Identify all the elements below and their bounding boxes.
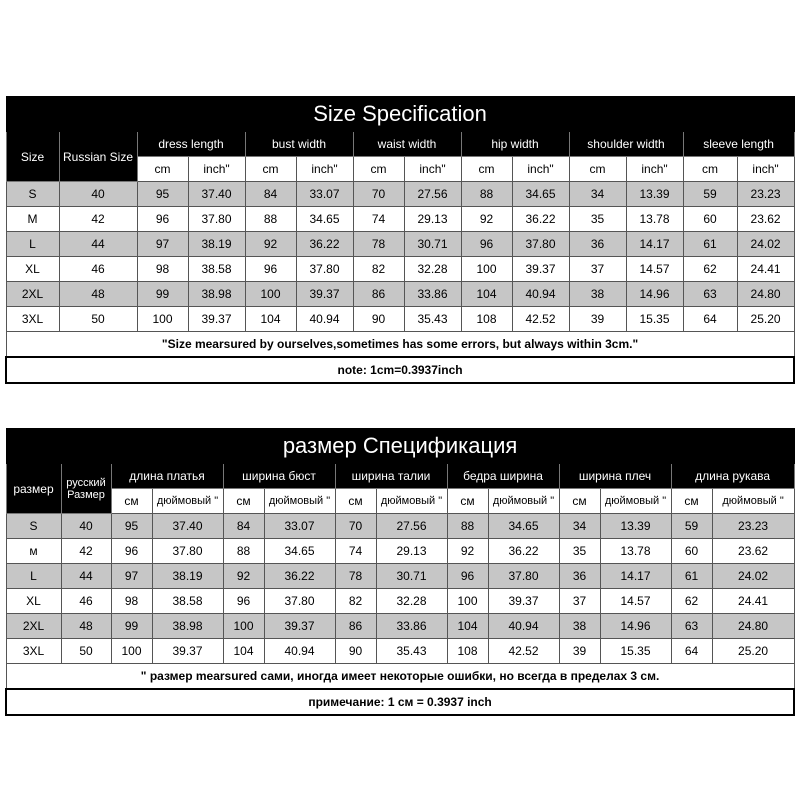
column-header: waist width: [353, 132, 461, 157]
conversion-note: примечание: 1 см = 0.3937 inch: [6, 689, 794, 715]
value-cell: 96: [223, 589, 264, 614]
value-cell: 34.65: [296, 207, 353, 232]
value-cell: 40.94: [264, 639, 335, 664]
table-row: [6, 514, 794, 539]
value-cell: 24.41: [712, 589, 794, 614]
value-cell: 32.28: [376, 589, 447, 614]
value-cell: 104: [245, 307, 296, 332]
size-cell: S: [6, 514, 61, 539]
value-cell: 23.62: [712, 539, 794, 564]
column-header: ширина талии: [335, 464, 447, 489]
value-cell: 13.39: [600, 514, 671, 539]
size-cell: м: [6, 539, 61, 564]
unit-label: см: [671, 489, 712, 514]
value-cell: 39: [559, 639, 600, 664]
value-cell: 23.23: [737, 182, 794, 207]
table-row: [6, 282, 794, 307]
unit-label: дюймовый ": [152, 489, 223, 514]
size-cell: 3XL: [6, 307, 59, 332]
column-header: ширина бюст: [223, 464, 335, 489]
value-cell: 25.20: [712, 639, 794, 664]
value-cell: 39.37: [296, 282, 353, 307]
unit-label: дюймовый ": [376, 489, 447, 514]
unit-label: inch": [626, 157, 683, 182]
size-spec-table-russian: [5, 428, 793, 716]
value-cell: 97: [137, 232, 188, 257]
value-cell: 63: [683, 282, 737, 307]
table-row: [6, 232, 794, 257]
value-cell: 15.35: [626, 307, 683, 332]
value-cell: 108: [447, 639, 488, 664]
value-cell: 63: [671, 614, 712, 639]
column-header: shoulder width: [569, 132, 683, 157]
column-header: dress length: [137, 132, 245, 157]
unit-label: см: [559, 489, 600, 514]
unit-label: cm: [569, 157, 626, 182]
column-header: Size: [6, 132, 59, 182]
size-cell: XL: [6, 589, 61, 614]
table-row: [6, 639, 794, 664]
unit-label: см: [335, 489, 376, 514]
value-cell: 96: [447, 564, 488, 589]
size-cell: 2XL: [6, 614, 61, 639]
size-cell: 3XL: [6, 639, 61, 664]
value-cell: 24.80: [712, 614, 794, 639]
value-cell: 70: [353, 182, 404, 207]
value-cell: 78: [335, 564, 376, 589]
value-cell: 37.40: [152, 514, 223, 539]
unit-label: дюймовый ": [264, 489, 335, 514]
column-header: бедра ширина: [447, 464, 559, 489]
value-cell: 14.17: [600, 564, 671, 589]
value-cell: 39.37: [188, 307, 245, 332]
value-cell: 90: [353, 307, 404, 332]
value-cell: 88: [461, 182, 512, 207]
value-cell: 61: [683, 232, 737, 257]
column-header: hip width: [461, 132, 569, 157]
value-cell: 104: [447, 614, 488, 639]
measurement-note: "Size mearsured by ourselves,sometimes has some errors, but always within 3cm.": [6, 332, 794, 358]
value-cell: 39.37: [264, 614, 335, 639]
unit-label: см: [111, 489, 152, 514]
value-cell: 44: [61, 564, 111, 589]
value-cell: 33.86: [404, 282, 461, 307]
conversion-note: note: 1cm=0.3937inch: [6, 357, 794, 383]
value-cell: 37.80: [188, 207, 245, 232]
unit-label: дюймовый ": [600, 489, 671, 514]
value-cell: 14.57: [600, 589, 671, 614]
value-cell: 34.65: [488, 514, 559, 539]
value-cell: 24.02: [712, 564, 794, 589]
value-cell: 27.56: [376, 514, 447, 539]
value-cell: 39.37: [512, 257, 569, 282]
value-cell: 14.17: [626, 232, 683, 257]
value-cell: 13.39: [626, 182, 683, 207]
unit-label: см: [223, 489, 264, 514]
value-cell: 104: [461, 282, 512, 307]
column-header: русский Размер: [61, 464, 111, 514]
value-cell: 88: [245, 207, 296, 232]
table-row: [6, 257, 794, 282]
value-cell: 59: [671, 514, 712, 539]
value-cell: 38.19: [152, 564, 223, 589]
value-cell: 33.07: [264, 514, 335, 539]
column-header: bust width: [245, 132, 353, 157]
value-cell: 36: [569, 232, 626, 257]
value-cell: 99: [137, 282, 188, 307]
value-cell: 35.43: [376, 639, 447, 664]
value-cell: 37.80: [296, 257, 353, 282]
column-header: sleeve length: [683, 132, 794, 157]
value-cell: 50: [61, 639, 111, 664]
unit-label: cm: [137, 157, 188, 182]
value-cell: 100: [111, 639, 152, 664]
value-cell: 37.80: [488, 564, 559, 589]
value-cell: 36.22: [512, 207, 569, 232]
value-cell: 14.96: [626, 282, 683, 307]
value-cell: 37: [569, 257, 626, 282]
column-header: длина рукава: [671, 464, 794, 489]
value-cell: 42.52: [512, 307, 569, 332]
unit-label: inch": [188, 157, 245, 182]
table-row: [6, 207, 794, 232]
value-cell: 96: [137, 207, 188, 232]
value-cell: 35: [569, 207, 626, 232]
value-cell: 37.80: [152, 539, 223, 564]
unit-label: inch": [296, 157, 353, 182]
unit-label: cm: [461, 157, 512, 182]
value-cell: 100: [245, 282, 296, 307]
value-cell: 34.65: [264, 539, 335, 564]
value-cell: 96: [461, 232, 512, 257]
value-cell: 24.41: [737, 257, 794, 282]
table-title: Size Specification: [6, 97, 794, 132]
value-cell: 38: [559, 614, 600, 639]
value-cell: 88: [447, 514, 488, 539]
value-cell: 24.80: [737, 282, 794, 307]
value-cell: 30.71: [376, 564, 447, 589]
value-cell: 38.58: [188, 257, 245, 282]
value-cell: 35.43: [404, 307, 461, 332]
value-cell: 40: [59, 182, 137, 207]
value-cell: 61: [671, 564, 712, 589]
size-cell: L: [6, 232, 59, 257]
value-cell: 38.19: [188, 232, 245, 257]
value-cell: 42: [61, 539, 111, 564]
value-cell: 98: [111, 589, 152, 614]
value-cell: 70: [335, 514, 376, 539]
value-cell: 13.78: [600, 539, 671, 564]
value-cell: 39.37: [488, 589, 559, 614]
table-row: [6, 539, 794, 564]
value-cell: 88: [223, 539, 264, 564]
value-cell: 29.13: [404, 207, 461, 232]
value-cell: 36: [559, 564, 600, 589]
value-cell: 40.94: [296, 307, 353, 332]
size-cell: 2XL: [6, 282, 59, 307]
value-cell: 60: [683, 207, 737, 232]
table-row: [6, 564, 794, 589]
value-cell: 14.96: [600, 614, 671, 639]
value-cell: 64: [671, 639, 712, 664]
value-cell: 92: [447, 539, 488, 564]
value-cell: 33.86: [376, 614, 447, 639]
value-cell: 25.20: [737, 307, 794, 332]
value-cell: 32.28: [404, 257, 461, 282]
value-cell: 46: [61, 589, 111, 614]
value-cell: 78: [353, 232, 404, 257]
value-cell: 44: [59, 232, 137, 257]
value-cell: 37.40: [188, 182, 245, 207]
value-cell: 97: [111, 564, 152, 589]
size-spec-table-english: [5, 96, 793, 384]
value-cell: 46: [59, 257, 137, 282]
value-cell: 95: [137, 182, 188, 207]
value-cell: 108: [461, 307, 512, 332]
value-cell: 92: [223, 564, 264, 589]
value-cell: 36.22: [296, 232, 353, 257]
value-cell: 23.23: [712, 514, 794, 539]
value-cell: 23.62: [737, 207, 794, 232]
unit-label: inch": [512, 157, 569, 182]
value-cell: 100: [461, 257, 512, 282]
value-cell: 96: [245, 257, 296, 282]
unit-label: inch": [404, 157, 461, 182]
value-cell: 86: [335, 614, 376, 639]
value-cell: 34: [569, 182, 626, 207]
value-cell: 38.58: [152, 589, 223, 614]
unit-label: cm: [245, 157, 296, 182]
size-cell: S: [6, 182, 59, 207]
value-cell: 24.02: [737, 232, 794, 257]
value-cell: 38.98: [188, 282, 245, 307]
column-header: ширина плеч: [559, 464, 671, 489]
value-cell: 36.22: [488, 539, 559, 564]
value-cell: 74: [353, 207, 404, 232]
value-cell: 86: [353, 282, 404, 307]
unit-label: inch": [737, 157, 794, 182]
value-cell: 40: [61, 514, 111, 539]
unit-label: cm: [683, 157, 737, 182]
value-cell: 40.94: [488, 614, 559, 639]
value-cell: 37.80: [512, 232, 569, 257]
value-cell: 92: [461, 207, 512, 232]
table-row: [6, 614, 794, 639]
value-cell: 96: [111, 539, 152, 564]
value-cell: 42: [59, 207, 137, 232]
value-cell: 38: [569, 282, 626, 307]
value-cell: 62: [683, 257, 737, 282]
value-cell: 48: [59, 282, 137, 307]
value-cell: 92: [245, 232, 296, 257]
value-cell: 104: [223, 639, 264, 664]
value-cell: 36.22: [264, 564, 335, 589]
size-cell: L: [6, 564, 61, 589]
table-title: размер Спецификация: [6, 429, 794, 464]
value-cell: 62: [671, 589, 712, 614]
size-cell: M: [6, 207, 59, 232]
value-cell: 100: [223, 614, 264, 639]
value-cell: 15.35: [600, 639, 671, 664]
value-cell: 98: [137, 257, 188, 282]
value-cell: 27.56: [404, 182, 461, 207]
value-cell: 82: [335, 589, 376, 614]
value-cell: 37: [559, 589, 600, 614]
value-cell: 34: [559, 514, 600, 539]
value-cell: 64: [683, 307, 737, 332]
value-cell: 35: [559, 539, 600, 564]
value-cell: 84: [223, 514, 264, 539]
column-header: длина платья: [111, 464, 223, 489]
value-cell: 33.07: [296, 182, 353, 207]
value-cell: 37.80: [264, 589, 335, 614]
column-header: размер: [6, 464, 61, 514]
unit-label: дюймовый ": [712, 489, 794, 514]
value-cell: 30.71: [404, 232, 461, 257]
value-cell: 74: [335, 539, 376, 564]
value-cell: 90: [335, 639, 376, 664]
table-row: [6, 589, 794, 614]
column-header: Russian Size: [59, 132, 137, 182]
size-cell: XL: [6, 257, 59, 282]
value-cell: 39: [569, 307, 626, 332]
value-cell: 84: [245, 182, 296, 207]
value-cell: 100: [137, 307, 188, 332]
measurement-note: " размер mearsured сами, иногда имеет некоторые ошибки, но всегда в пределах 3 см.: [6, 664, 794, 690]
value-cell: 34.65: [512, 182, 569, 207]
value-cell: 40.94: [512, 282, 569, 307]
value-cell: 82: [353, 257, 404, 282]
value-cell: 99: [111, 614, 152, 639]
value-cell: 13.78: [626, 207, 683, 232]
value-cell: 50: [59, 307, 137, 332]
table-row: [6, 307, 794, 332]
value-cell: 39.37: [152, 639, 223, 664]
value-cell: 42.52: [488, 639, 559, 664]
value-cell: 100: [447, 589, 488, 614]
value-cell: 60: [671, 539, 712, 564]
value-cell: 29.13: [376, 539, 447, 564]
value-cell: 95: [111, 514, 152, 539]
value-cell: 14.57: [626, 257, 683, 282]
unit-label: дюймовый ": [488, 489, 559, 514]
value-cell: 38.98: [152, 614, 223, 639]
table-row: [6, 182, 794, 207]
value-cell: 48: [61, 614, 111, 639]
unit-label: cm: [353, 157, 404, 182]
unit-label: см: [447, 489, 488, 514]
value-cell: 59: [683, 182, 737, 207]
